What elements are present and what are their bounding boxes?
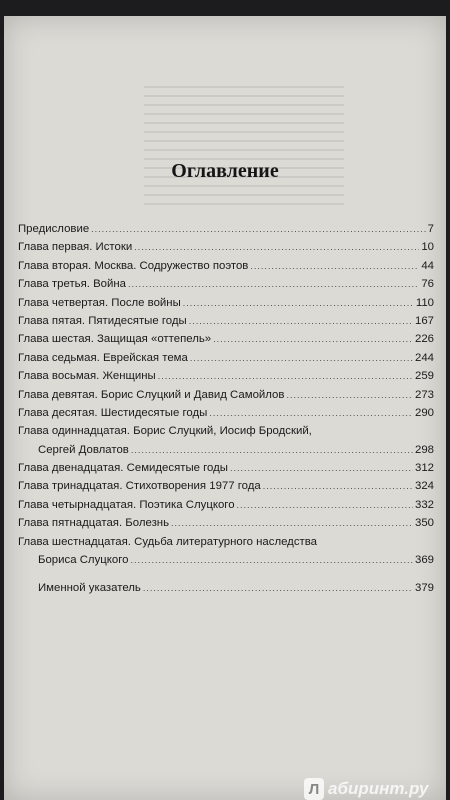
- toc-entry: Глава вторая. Москва. Содружество поэтов ..... 44: [18, 257, 434, 275]
- toc-entry: Глава четвертая. После войны ..... 110: [18, 294, 434, 312]
- toc-entry: Глава девятая. Борис Слуцкий и Давид Самойлов ..... 273: [18, 386, 434, 404]
- toc-entry: Глава пятая. Пятидесятые годы ..... 167: [18, 312, 434, 330]
- toc-entry: Глава пятнадцатая. Болезнь ..... 350: [18, 514, 434, 532]
- toc-entry: Глава двенадцатая. Семидесятые годы ..... 312: [18, 459, 434, 477]
- toc-entry: Глава четырнадцатая. Поэтика Слуцкого ..... 332: [18, 496, 434, 514]
- page-title: Оглавление: [171, 160, 279, 182]
- watermark-text: абиринт.ру: [328, 779, 429, 798]
- show-through-text: [144, 86, 344, 206]
- toc-entry: Глава третья. Война ..... 76: [18, 275, 434, 293]
- book-page: [4, 16, 446, 800]
- toc-entry: Бориса Слуцкого ..... 369: [18, 551, 434, 569]
- toc-entry: Глава седьмая. Еврейская тема ..... 244: [18, 349, 434, 367]
- toc-entry-line: Глава шестнадцатая. Судьба литературного наследства: [18, 535, 318, 548]
- table-of-contents: [18, 220, 434, 598]
- labirint-logo-icon: Л: [304, 778, 324, 800]
- toc-entry: Глава восьмая. Женщины ..... 259: [18, 367, 434, 385]
- toc-entry: Сергей Довлатов ..... 298: [18, 441, 434, 459]
- toc-entry: Глава шестая. Защищая «оттепель» ..... 226: [18, 330, 434, 348]
- toc-entry: Предисловие ..... 7: [18, 220, 434, 238]
- toc-entry: Глава первая. Истоки ..... 10: [18, 238, 434, 256]
- labirint-watermark: [304, 778, 428, 800]
- toc-entry: Глава тринадцатая. Стихотворения 1977 года ..... 324: [18, 477, 434, 495]
- toc-entry-line: Глава одиннадцатая. Борис Слуцкий, Иосиф Бродский,: [18, 425, 312, 438]
- toc-index-entry: Именной указатель ..... 379: [18, 579, 434, 597]
- toc-entry: Глава десятая. Шестидесятые годы ..... 290: [18, 404, 434, 422]
